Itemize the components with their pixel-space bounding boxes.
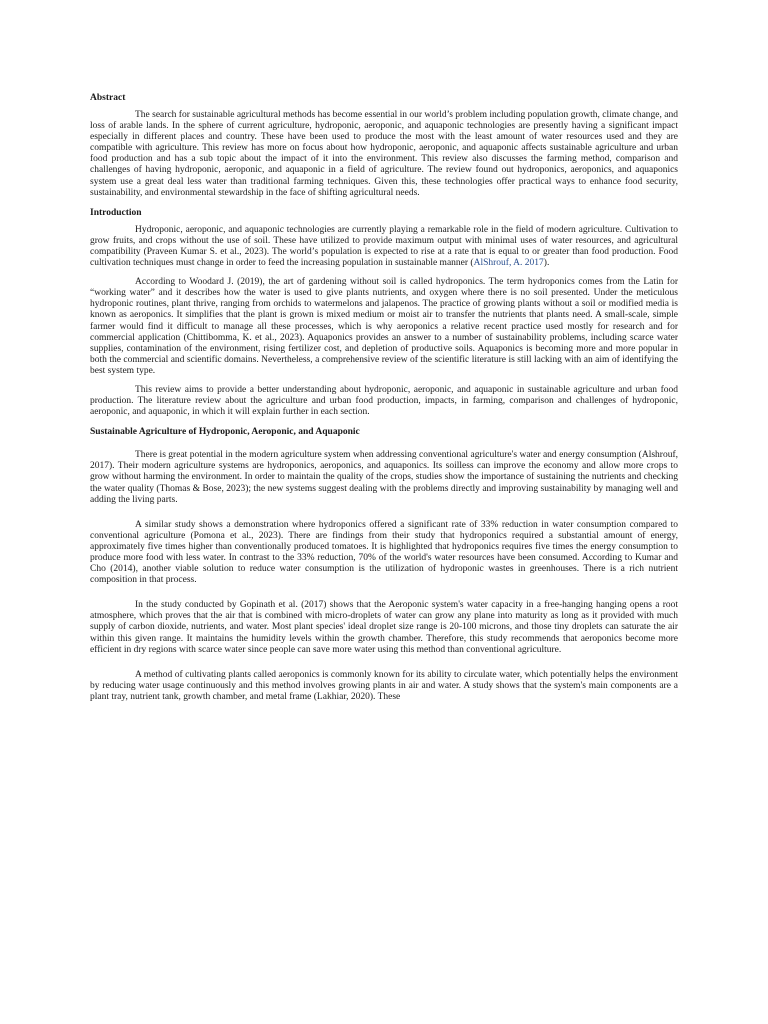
abstract-heading: Abstract (90, 93, 126, 103)
introduction-paragraph-2: According to Woodard J. (2019), the art of gardening without soil is called hydroponics. The term hydroponics comes from the Latin for “working water” and it describes how the water is used to give plants nutrients, and oxygen where there is no soil presented. Under the meticulous hydroponic routines, plant thrive, ranging from orchids to watermelons and jalapenos. The practice of growing plants without a soil or modified media is known as aeroponics. It simplifies that the plant is grown is mixed medium or moist air to transfer the nutrients that plants need. A small-scale, simple farmer would find it difficult to manage all these processes, which is why aeroponics a relative recent practice used mostly for research and for commercial application (Chittibomma, K. et al., 2023). Aquaponics provides an answer to a number of sustainability problems, including scarce water supplies, contamination of the environment, rising fertilizer cost, and depletion of productive soils. Aquaponics is becoming more and more popular in both the commercial and scientific domains. Nevertheless, a comprehensive review of the scientific literature is still lacking with an aim of identifying the best system type. (90, 277, 678, 376)
introduction-paragraph-1 (90, 225, 678, 269)
introduction-heading: Introduction (90, 207, 142, 218)
introduction-paragraph-1-text: Hydroponic, aeroponic, and aquaponic technologies are currently playing a remarkable role in the field of modern agriculture. Cultivation to grow fruits, and crops without the use of soil. These have utilized to provide maximum output with minimal uses of water resources, and agricultural compatibility (Praveen Kumar S. et al., 2023). The world’s population is expected to rise at a rate that is equal to or greater than food production. Food cultivation techniques must change in order to feed the increasing population in sustainable manner ( (90, 224, 678, 269)
abstract-paragraph: The search for sustainable agricultural methods has become essential in our world’s problem including population growth, climate change, and loss of arable lands. In the sphere of current agriculture, hydroponic, aeroponic, and aquaponic technologies are presently having a significant impact especially in different places and country. These have been used to produce the most with the least amount of water resources used and they are compatible with agriculture. This review has more on focus about how hydroponic, aeroponic, and aquaponic affects sustainable agriculture and urban food production and has a sub topic about the impact of it into the environment. This review also discusses the farming method, comparison and challenges of having hydroponic, aeroponic, and aquaponic in a field of agriculture. The review found out hydroponics, aeroponics, and aquaponics system use a great deal less water than traditional farming techniques. Given this, these technologies offer practical ways to enhance food security, sustainability, and environmental stewardship in the face of shifting agricultural needs. (90, 110, 678, 198)
introduction-paragraph-3: This review aims to provide a better understanding about hydroponic, aeroponic, and aquaponic in sustainable agriculture and urban food production. The literature review about the agriculture and urban food production, impacts, in farming, comparison and challenges of hydroponic, aeroponic, and aquaponic, in which it will explain further in each section. (90, 384, 678, 418)
citation-link-alshrouf[interactable]: AlShrouf, A. 2017 (473, 258, 544, 269)
sustainable-paragraph-4: A method of cultivating plants called aeroponics is commonly known for its ability to circulate water, which potentially helps the environment by reducing water usage continuously and this method involves growing plants in air and water. A study shows that the system's main components are a plant tray, nutrient tank, growth chamber, and metal frame (Lakhiar, 2020). These (90, 669, 678, 702)
sustainable-paragraph-1: There is great potential in the modern agriculture system when addressing conventional agriculture's water and energy consumption (Alshrouf, 2017). Their modern agriculture systems are hydroponics, aeroponics, and aquaponics. Its soilless can improve the economy and allow more crops to grow without harming the environment. In order to maintain the quality of the crops, studies show the importance of sustaining the nutrients and checking the water quality (Thomas & Bose, 2023); the new systems suggest dealing with the problems directly and improving sustainability by managing well and adding the living parts. (90, 450, 678, 505)
sustainable-paragraph-2: A similar study shows a demonstration where hydroponics offered a significant rate of 33% reduction in water consumption compared to conventional agriculture (Pomona et al., 2023). There are findings from their study that hydroponics required a substantial amount of energy, approximately five times higher than conventionally produced tomatoes. It is highlighted that hydroponics requires five times the energy consumption to produce more food with less water. In contrast to the 33% reduction, 70% of the world's water resources have been consumed. According to Kumar and Cho (2014), another viable solution to reduce water consumption is the utilization of hydroponic wastes in greenhouses. There is a rich nutrient composition in that process. (90, 519, 678, 586)
introduction-paragraph-1-end: ). (543, 258, 550, 269)
sustainable-agriculture-heading: Sustainable Agriculture of Hydroponic, Aeroponic, and Aquaponic (90, 427, 360, 438)
document-body (90, 92, 678, 711)
sustainable-paragraph-3: In the study conducted by Gopinath et al. (2017) shows that the Aeroponic system's water capacity in a free-hanging hanging opens a root atmosphere, which proves that the air that is combined with micro-droplets of water can grow any plane into maturity as long as it provided with much supply of carbon dioxide, nutrients, and water. Most plant species' ideal droplet size range is 20-100 microns, and those tiny droplets can saturate the air within this given range. It maintains the humidity levels within the growth chamber. Therefore, this study recommends that aeroponics become more efficient in dry regions with scarce water since people can save more water using this method than conventional agriculture. (90, 600, 678, 655)
